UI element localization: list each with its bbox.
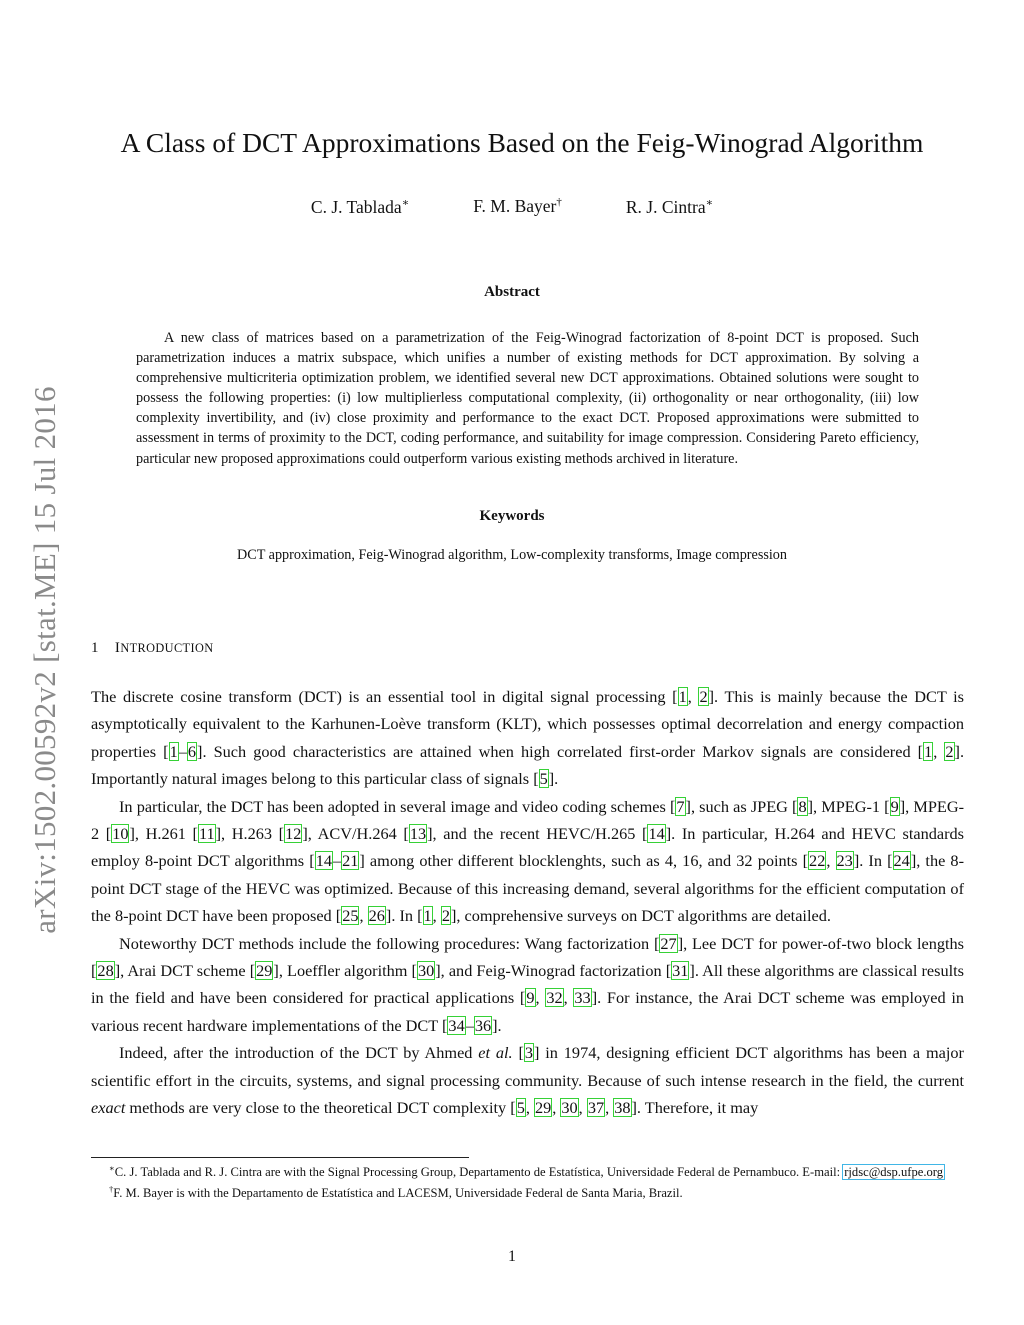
citation-link[interactable]: 1 <box>423 906 432 926</box>
footnote-2 <box>91 1181 964 1202</box>
text-run: ], Arai DCT scheme [ <box>114 961 256 981</box>
text-run: , <box>552 1098 561 1118</box>
text-run: Indeed, after the introduction of the DCT by Ahmed <box>119 1043 479 1063</box>
text-run: ]. <box>548 769 559 789</box>
citation-link[interactable]: 28 <box>97 961 114 981</box>
text-run: ], and Feig-Winograd factorization [ <box>435 961 672 981</box>
footnote-mark: ∗ <box>109 1163 115 1173</box>
citation-link[interactable]: 8 <box>798 796 807 816</box>
citation-link[interactable]: 25 <box>342 906 359 926</box>
text-run: ]. Therefore, it may <box>631 1098 759 1118</box>
citation-link[interactable]: 38 <box>614 1098 631 1118</box>
citation-link[interactable]: 6 <box>187 741 197 761</box>
arxiv-identifier-text: arXiv:1502.00592v2 [stat.ME] 15 Jul 2016 <box>27 386 63 934</box>
author <box>626 196 713 218</box>
citation-link[interactable]: 2 <box>699 687 708 706</box>
paragraph-3 <box>91 930 964 1040</box>
text-run: ], such as JPEG [ <box>685 796 798 816</box>
citation-link[interactable]: 9 <box>890 796 899 816</box>
text-run: [ <box>512 1043 524 1063</box>
citation-link[interactable]: 14 <box>315 851 332 871</box>
text-run: The discrete cosine transform (DCT) is an essential tool in digital signal processing [ <box>91 687 678 706</box>
text-run: ], Loeffler algorithm [ <box>273 961 417 981</box>
author-affiliation-mark: † <box>556 196 562 209</box>
citation-link[interactable]: 26 <box>368 906 385 926</box>
text-run: ], ACV/H.264 [ <box>302 824 409 844</box>
footnote-text: C. J. Tablada and R. J. Cintra are with the Signal Processing Group, Departamento de Estatística, Universidade Federal de Pernambuco. E-mail: <box>114 1165 844 1180</box>
email-link[interactable]: rjdsc@dsp.ufpe.org <box>844 1165 944 1180</box>
text-run: , <box>578 1098 587 1118</box>
text-run: , <box>432 906 441 926</box>
text-run: ], the 8-point DCT stage of the HEVC was optimized. Because of this increasing demand, several algorithms for the efficient computation of the 8-point DCT have been proposed [ <box>91 851 964 926</box>
citation-link[interactable]: 1 <box>924 741 933 761</box>
text-run: , <box>826 851 836 871</box>
section-number: 1 <box>91 640 99 656</box>
text-run: , <box>563 988 574 1008</box>
citation-link[interactable]: 33 <box>574 988 591 1008</box>
citation-link[interactable]: 3 <box>524 1043 534 1063</box>
text-run: , <box>535 988 546 1008</box>
footnote-text: F. M. Bayer is with the Departamento de Estatística and LACESM, Universidade Federal de Santa Maria, Brazil. <box>113 1185 683 1200</box>
text-run: Noteworthy DCT methods include the following procedures: Wang factorization [ <box>119 933 660 953</box>
author-name: F. M. Bayer <box>473 196 557 216</box>
footnote-1 <box>91 1160 964 1181</box>
text-run: , <box>605 1098 614 1118</box>
text-run: ]. In [ <box>385 906 423 926</box>
arxiv-identifier <box>14 360 76 960</box>
text-run: – <box>178 741 187 761</box>
author-affiliation-mark: ∗ <box>705 197 714 209</box>
citation-link[interactable]: 14 <box>648 824 665 844</box>
footnote-divider <box>91 1157 469 1158</box>
citation-link[interactable]: 29 <box>534 1098 552 1118</box>
section-title-rest: NTRODUCTION <box>120 641 214 655</box>
keywords-heading: Keywords <box>479 508 545 524</box>
citation-link[interactable]: 23 <box>836 851 853 871</box>
citation-link[interactable]: 11 <box>198 824 215 844</box>
text-run: methods are very close to the theoretical DCT complexity [ <box>125 1098 516 1118</box>
abstract-text: A new class of matrices based on a parametrization of the Feig-Winograd factorization of 8-point DCT is proposed. Such parametrization induces a matrix subspace, which unifies a number of existing methods for DCT approximation. By solving a comprehensive multicriteria optimization problem, we identified several new DCT approximations. Obtained solutions were sought to possess the following properties: (i) low multiplierless computational complexity, (ii) orthogonality or near orthogonality, (iii) low complexity invertibility, and (iv) close proximity and performance to the exact DCT. Proposed approximations were submitted to assessment in terms of proximity to the DCT, coding performance, and suitability for image compression. Considering Pareto efficiency, particular new proposed approximations could outperform various existing methods archived in literature. <box>136 330 919 467</box>
text-run: ], H.263 [ <box>215 824 285 844</box>
text-run: ]. In [ <box>853 851 893 871</box>
citation-link[interactable]: 37 <box>587 1098 605 1118</box>
text-run: ], comprehensive surveys on DCT algorithms are detailed. <box>450 906 831 926</box>
footnote-mark: † <box>109 1183 114 1194</box>
page-number: 1 <box>508 1248 516 1265</box>
author-name: R. J. Cintra <box>625 196 706 217</box>
text-run: ]. Importantly natural images belong to this particular class of signals [ <box>91 741 965 789</box>
author <box>311 196 409 218</box>
citation-link[interactable]: 32 <box>546 988 563 1008</box>
citation-link[interactable]: 5 <box>516 1098 525 1118</box>
citation-link[interactable]: 21 <box>342 851 359 871</box>
citation-link[interactable]: 24 <box>893 851 910 871</box>
text-run: ]. In particular, H.264 and HEVC standards employ 8-point DCT algorithms [ <box>91 824 965 871</box>
citation-link[interactable]: 2 <box>441 906 450 926</box>
citation-link[interactable]: 22 <box>809 851 826 871</box>
citation-link[interactable]: 1 <box>169 741 178 761</box>
text-run-italic: exact <box>91 1098 126 1118</box>
citation-link[interactable]: 1 <box>678 687 687 706</box>
author-name: C. J. Tablada <box>310 196 402 217</box>
citation-link[interactable]: 2 <box>945 741 954 761</box>
citation-link[interactable]: 12 <box>285 824 302 844</box>
text-run: ], H.261 [ <box>129 824 198 844</box>
section-title-initial: I <box>114 640 121 656</box>
author <box>473 196 562 218</box>
text-run: ], and the recent HEVC/H.265 [ <box>427 824 648 844</box>
text-run: – <box>332 851 342 871</box>
text-run: ]. Such good characteristics are attained when high correlated first-order Markov signals are considered [ <box>197 741 924 761</box>
paragraph-4 <box>91 1039 964 1121</box>
text-run: ]. <box>492 1015 502 1035</box>
text-run: , <box>687 687 699 706</box>
text-run: , <box>933 741 945 761</box>
paper-title: A Class of DCT Approximations Based on the Feig-Winograd Algorithm <box>120 127 924 158</box>
text-run: ], MPEG-1 [ <box>807 796 890 816</box>
citation-link[interactable]: 29 <box>256 961 273 981</box>
text-run: ]. This is mainly because the DCT is asymptotically equivalent to the Karhunen-Loève transform (KLT), which possesses optimal decorrelation and energy compaction properties [ <box>91 687 964 761</box>
author-list <box>0 196 1024 218</box>
text-run: In particular, the DCT has been adopted in several image and video coding schemes [ <box>119 796 676 816</box>
abstract-heading: Abstract <box>484 284 540 300</box>
text-run: , <box>359 906 368 926</box>
citation-link[interactable]: 27 <box>660 933 677 953</box>
text-run: ], Lee DCT for power-of-two block lengths [ <box>91 933 964 981</box>
citation-link[interactable]: 9 <box>526 988 535 1008</box>
introduction-body <box>91 683 964 1122</box>
citation-link[interactable]: 34 <box>448 1015 465 1035</box>
text-run: , <box>525 1098 534 1118</box>
citation-link[interactable]: 30 <box>561 1098 578 1118</box>
text-run: ]. All these algorithms are classical results in the field and have been considered for practical applications [ <box>91 961 964 1008</box>
text-run: ] among other different blocklenghts, such as 4, 16, and 32 points [ <box>359 851 809 871</box>
citation-link[interactable]: 30 <box>417 961 435 981</box>
citation-link[interactable]: 13 <box>409 824 427 844</box>
section-heading-introduction <box>91 640 214 657</box>
citation-link[interactable]: 5 <box>539 769 548 789</box>
citation-link[interactable]: 7 <box>676 796 685 816</box>
text-run: – <box>465 1015 474 1035</box>
text-run-italic: et al. <box>478 1043 513 1063</box>
text-run: ] in 1974, designing efficient DCT algorithms has been a major scientific effort in the circuits, systems, and signal processing community. Because of such intense research in the field, the current <box>91 1043 964 1090</box>
paragraph-1 <box>91 683 964 793</box>
author-affiliation-mark: ∗ <box>401 197 410 209</box>
text-run: ]. For instance, the Arai DCT scheme was employed in various recent hardware implementations of the DCT [ <box>91 988 965 1035</box>
citation-link[interactable]: 31 <box>672 961 689 981</box>
citation-link[interactable]: 36 <box>474 1015 492 1035</box>
citation-link[interactable]: 10 <box>112 824 129 844</box>
footnotes <box>91 1160 964 1202</box>
keywords-text: DCT approximation, Feig-Winograd algorithm, Low-complexity transforms, Image compression <box>236 547 787 563</box>
paragraph-2 <box>91 793 964 930</box>
text-run: ], MPEG-2 [ <box>91 796 965 844</box>
